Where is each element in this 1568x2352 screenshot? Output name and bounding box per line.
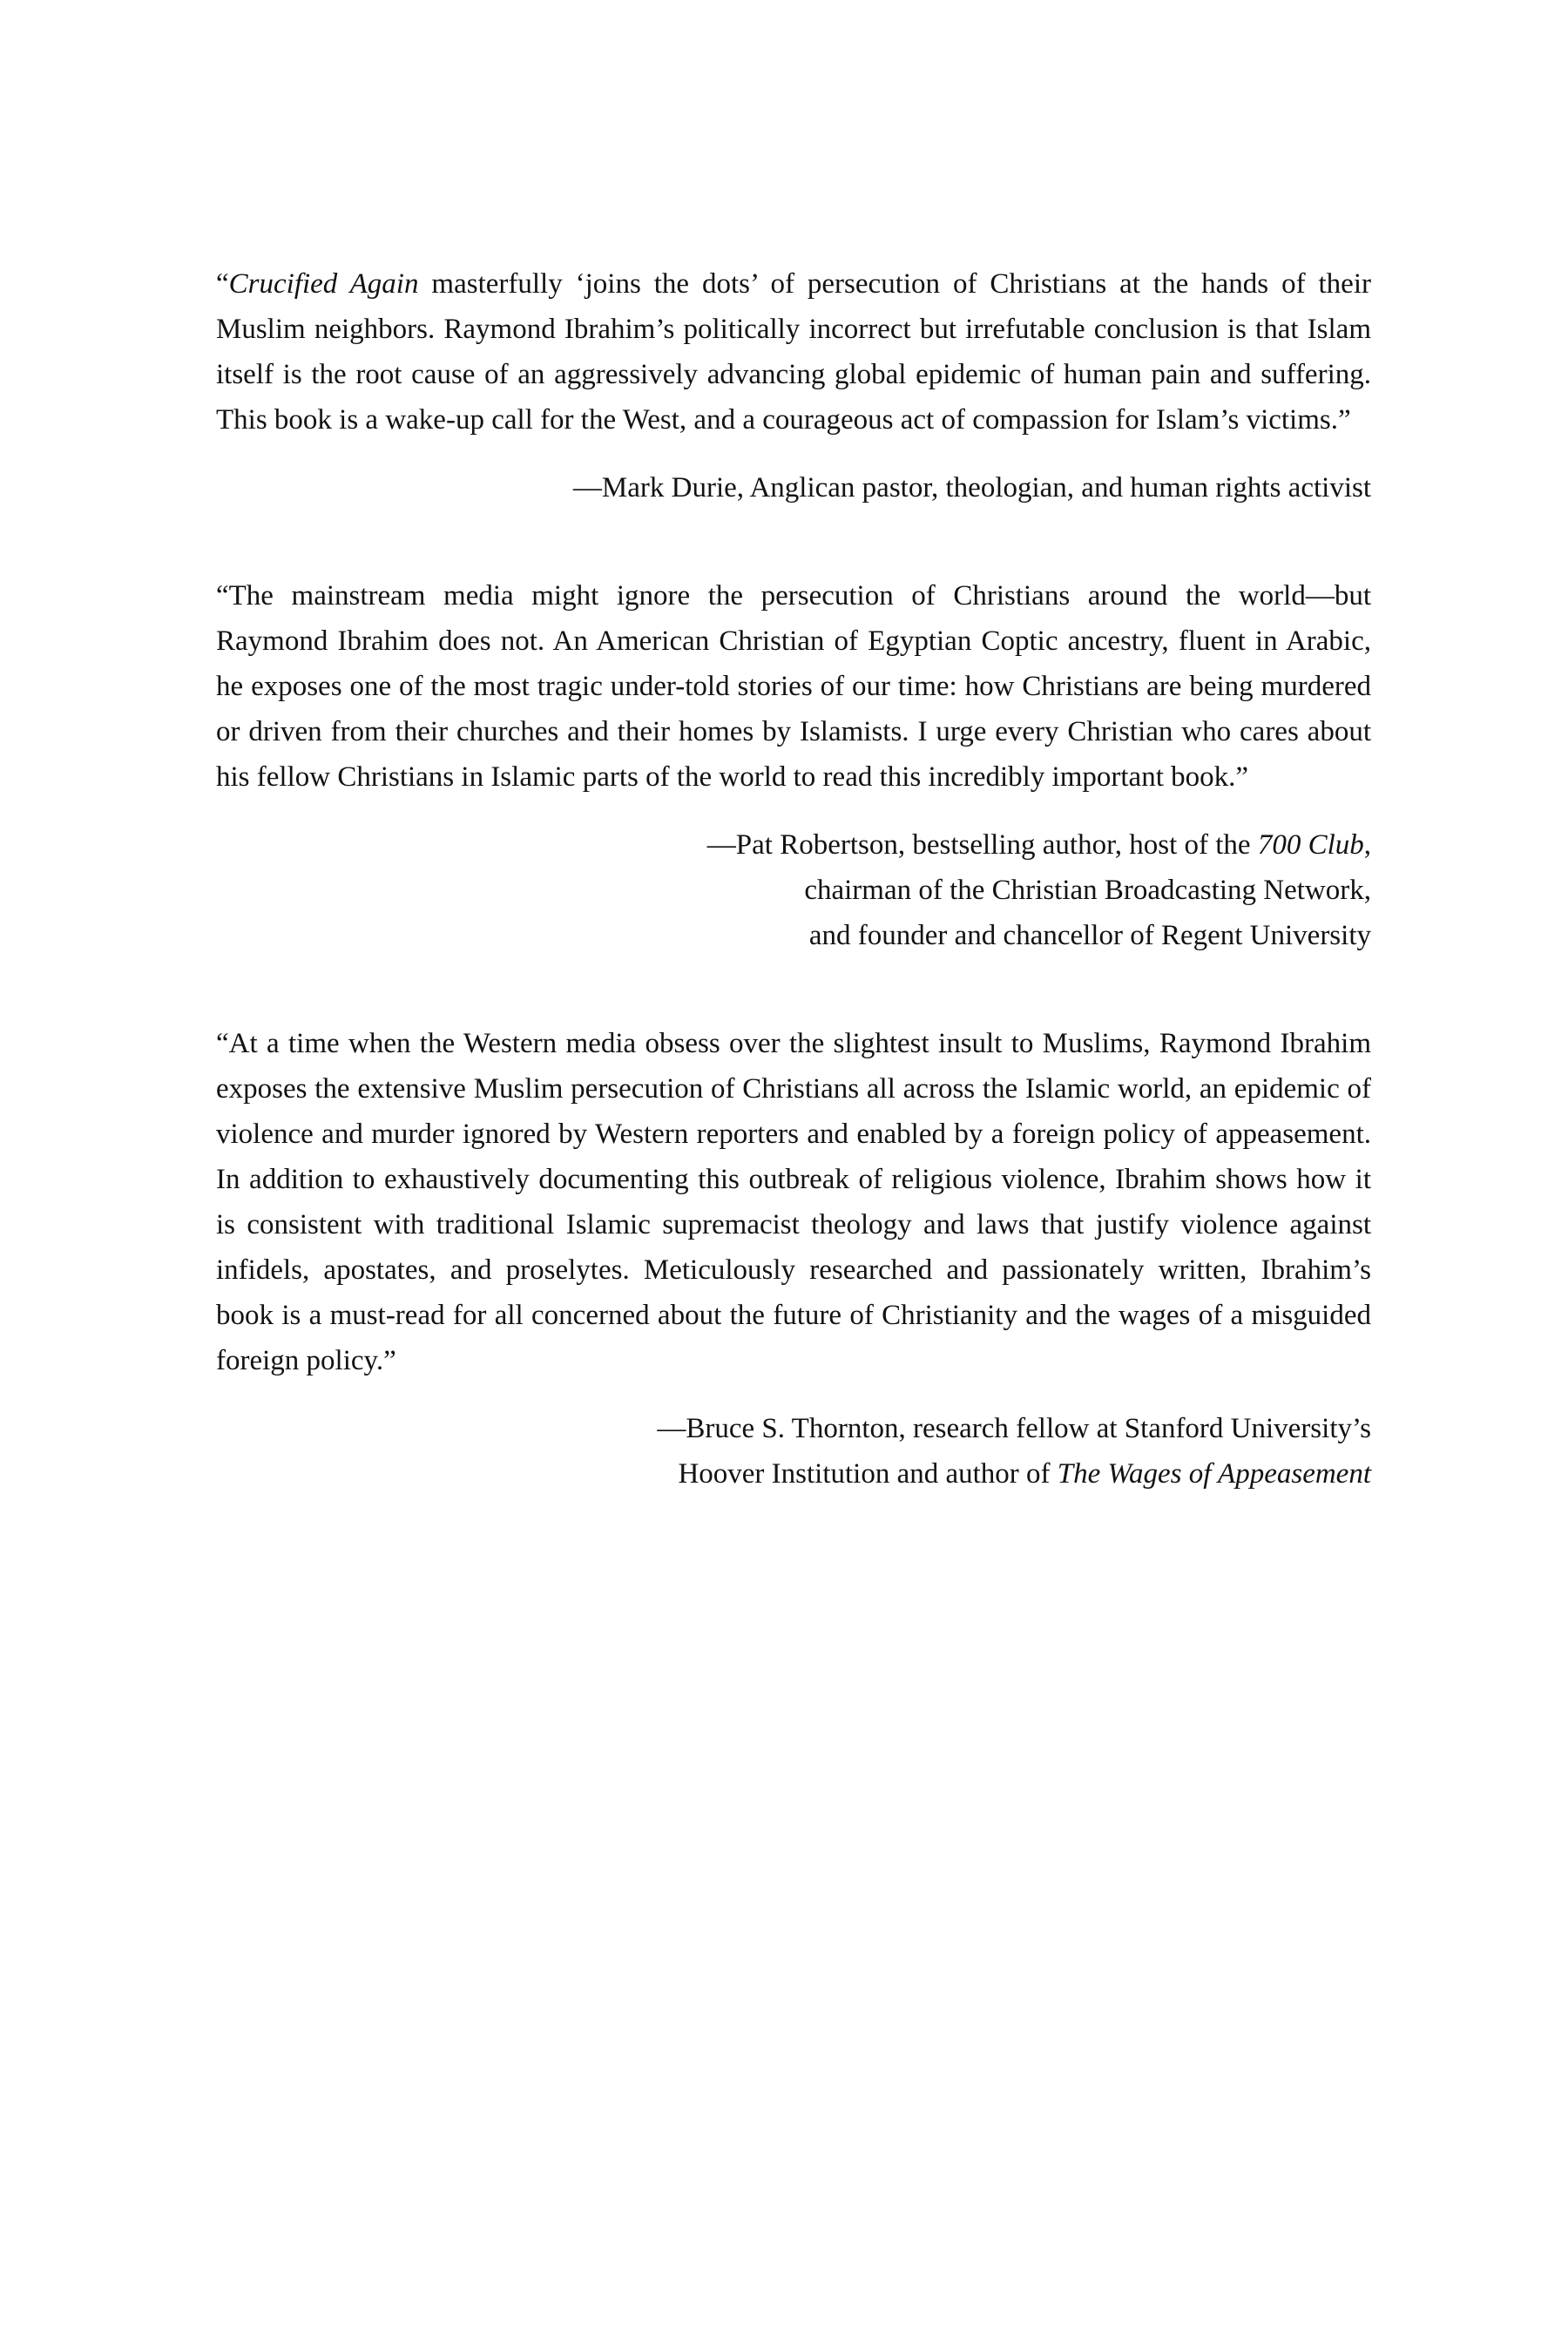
attribution-2-line-1a: —Pat Robertson, bestselling author, host of the [706, 829, 1258, 861]
attribution-3-line-2a: Hoover Institution and author of [678, 1458, 1058, 1490]
quote-3-paragraph [216, 1021, 1371, 1383]
quote-1-paragraph [216, 261, 1371, 443]
quote-1-attribution [216, 465, 1371, 510]
attribution-2-line-2: chairman of the Christian Broadcasting Network, [804, 875, 1371, 906]
quote-2-paragraph [216, 573, 1371, 800]
attribution-2-line-3: and founder and chancellor of Regent University [808, 920, 1371, 951]
quote-3-body: “At a time when the Western media obsess over the slightest insult to Muslims, Raymond Ibrahim exposes the extensive Muslim persecution of Christians all across the Islamic world, an epidemic of violence and murder ignored by Western reporters and enabled by a foreign policy of appeasement. In addition to exhaustively documenting this outbreak of religious violence, Ibrahim shows how it is consistent with traditional Islamic supremacist theology and laws that justify violence against infidels, apostates, and proselytes. Meticulously researched and passionately written, Ibrahim’s book is a must-read for all concerned about the future of Christianity and the wages of a misguided foreign policy.” [216, 1028, 1371, 1376]
quote-1-open-quote: “ [216, 268, 229, 300]
endorsement-2 [216, 573, 1371, 958]
attribution-1-line-1: —Mark Durie, Anglican pastor, theologian, and human rights activist [572, 472, 1371, 504]
endorsement-3 [216, 1021, 1371, 1497]
quote-3-attribution [216, 1406, 1371, 1497]
attribution-2-show-title: 700 Club [1257, 829, 1364, 861]
quote-1-book-title: Crucified Again [228, 268, 419, 300]
quote-1-body: masterfully ‘joins the dots’ of persecution of Christians at the hands of their Muslim neighbors. Raymond Ibrahim’s politically incorrect but irrefutable conclusion is that Islam itself is the root cause of an aggressively advancing global epidemic of human pain and suffering. This book is a wake-up call for the West, and a courageous act of compassion for Islam’s victims.” [216, 268, 1371, 436]
attribution-3-book-title: The Wages of Appeasement [1057, 1458, 1371, 1490]
quote-2-attribution [216, 822, 1371, 958]
endorsement-1 [216, 261, 1371, 510]
attribution-2-line-1b: , [1363, 829, 1371, 861]
endorsements-block [216, 261, 1371, 1497]
quote-2-body: “The mainstream media might ignore the persecution of Christians around the world—but Raymond Ibrahim does not. An American Christian of Egyptian Coptic ancestry, fluent in Arabic, he exposes one of the most tragic under-told stories of our time: how Christians are being murdered or driven from their churches and their homes by Islamists. I urge every Christian who cares about his fellow Christians in Islamic parts of the world to read this incredibly important book.” [216, 580, 1371, 793]
attribution-3-line-1: —Bruce S. Thornton, research fellow at Stanford University’s [657, 1413, 1371, 1444]
